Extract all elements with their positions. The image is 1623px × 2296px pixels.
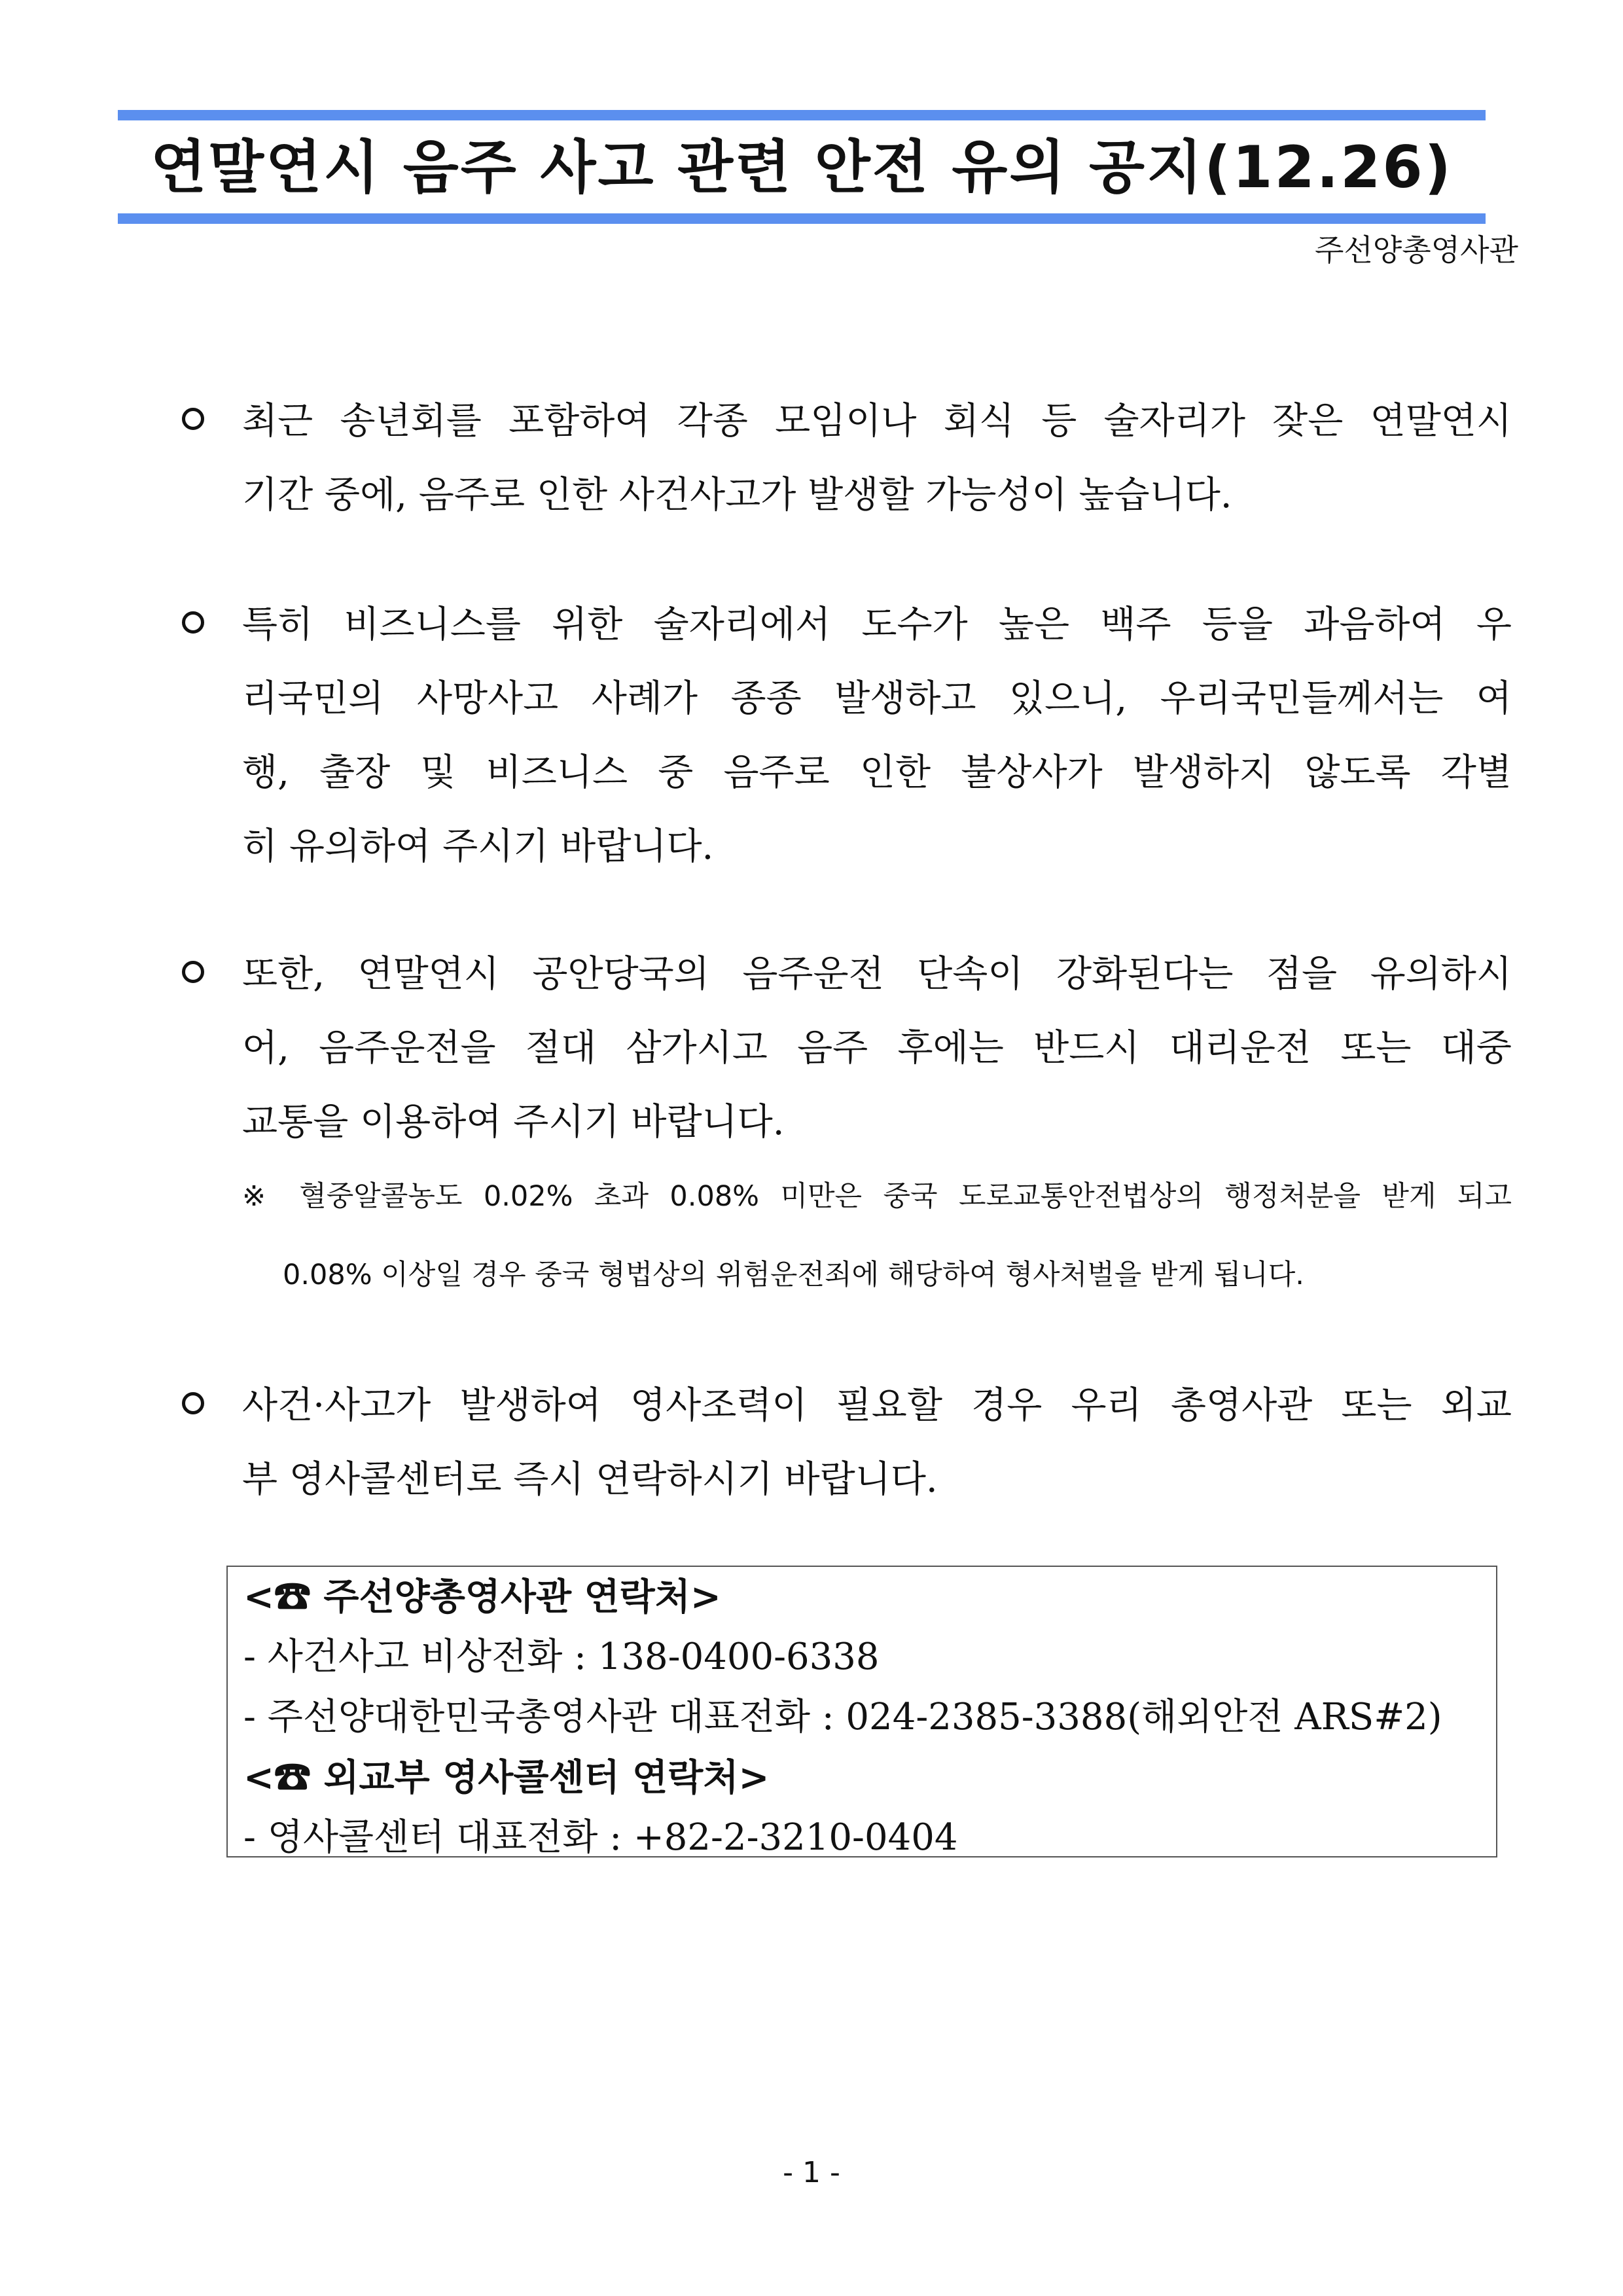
paragraph-line: 기간 중에, 음주로 인한 사건사고가 발생할 가능성이 높습니다. <box>242 474 1232 516</box>
paragraph-line: 최근 송년회를 포함하여 각종 모임이나 회식 등 술자리가 잦은 연말연시 <box>242 400 1512 442</box>
circle-bullet-icon <box>182 1392 204 1414</box>
paragraph-line: 부 영사콜센터로 즉시 연락하시기 바랍니다. <box>242 1458 938 1501</box>
issuing-organization: 주선양총영사관 <box>1314 232 1518 268</box>
paragraph-line: 사건·사고가 발생하여 영사조력이 필요할 경우 우리 총영사관 또는 외교 <box>242 1384 1512 1427</box>
paragraph-line: 어, 음주운전을 절대 삼가시고 음주 후에는 반드시 대리운전 또는 대중 <box>242 1027 1512 1069</box>
circle-bullet-icon <box>182 961 204 983</box>
circle-bullet-icon <box>182 408 204 430</box>
callcenter-contact-heading: <☎ 외교부 영사콜센터 연락처> <box>243 1756 770 1799</box>
consulate-main-phone: - 주선양대한민국총영사관 대표전화 : 024-2385-3388(해외안전 ARS#2) <box>243 1696 1442 1738</box>
contact-info-box <box>226 1566 1497 1857</box>
callcenter-main-phone: - 영사콜센터 대표전화 : +82-2-3210-0404 <box>243 1816 958 1859</box>
title-rule-top <box>118 110 1486 120</box>
paragraph-line: 또한, 연말연시 공안당국의 음주운전 단속이 강화된다는 점을 유의하시 <box>242 953 1512 996</box>
blood-alcohol-note-line-2: 0.08% 이상일 경우 중국 형법상의 위험운전죄에 해당하여 형사처벌을 받게 됩니다. <box>283 1259 1304 1291</box>
notice-paragraph-3 <box>242 937 1512 1159</box>
notice-paragraph-2 <box>242 588 1512 884</box>
page-number: - 1 - <box>783 2156 840 2189</box>
notice-paragraph-1 <box>242 384 1512 532</box>
paragraph-line: 특히 비즈니스를 위한 술자리에서 도수가 높은 백주 등을 과음하여 우 <box>242 603 1512 646</box>
document-title: 연말연시 음주 사고 관련 안전 유의 공지(12.26) <box>151 134 1453 201</box>
paragraph-line: 행, 출장 및 비즈니스 중 음주로 인한 불상사가 발생하지 않도록 각별 <box>242 751 1512 794</box>
circle-bullet-icon <box>182 611 204 634</box>
consulate-contact-heading: <☎ 주선양총영사관 연락처> <box>243 1575 721 1619</box>
notice-paragraph-4 <box>242 1369 1512 1516</box>
paragraph-line: 교통을 이용하여 주시기 바랍니다. <box>242 1101 785 1143</box>
paragraph-line: 히 유의하여 주시기 바랍니다. <box>242 825 714 868</box>
title-rule-bottom <box>118 213 1486 224</box>
blood-alcohol-note-line-1: ※ 혈중알콜농도 0.02% 초과 0.08% 미만은 중국 도로교통안전법상의 행정처분을 받게 되고 <box>242 1180 1512 1213</box>
consulate-emergency-phone: - 사건사고 비상전화 : 138-0400-6338 <box>243 1636 880 1678</box>
paragraph-line: 리국민의 사망사고 사례가 종종 발생하고 있으니, 우리국민들께서는 여 <box>242 677 1512 720</box>
